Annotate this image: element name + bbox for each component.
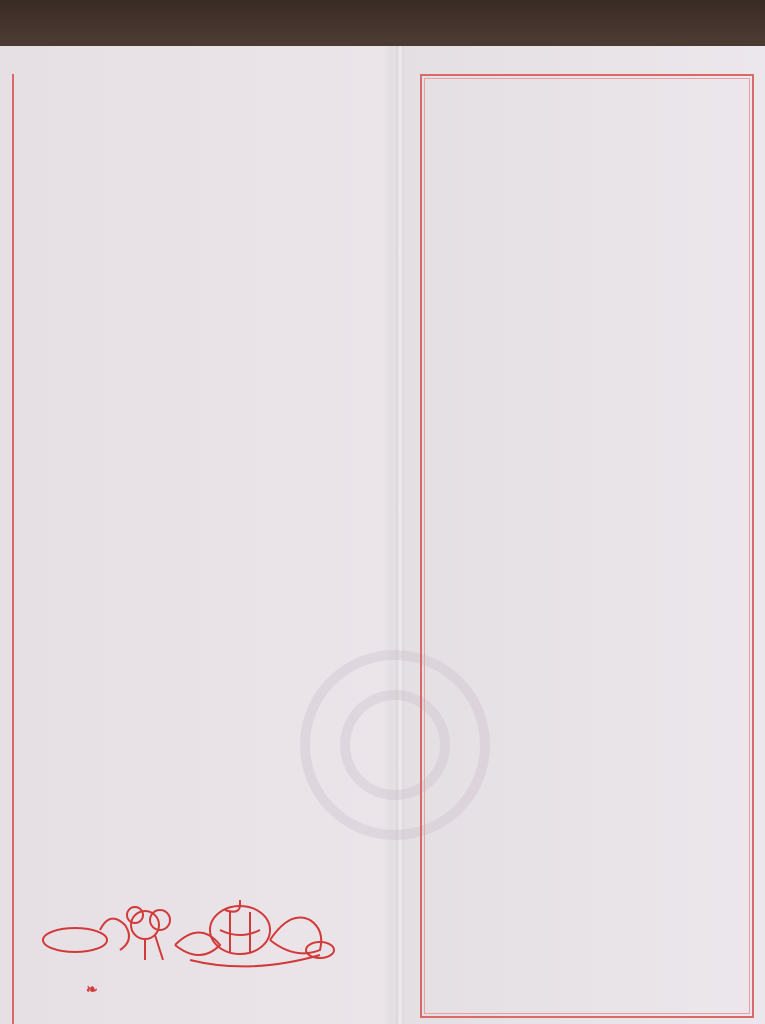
vegetables-illustration [40, 900, 340, 975]
chef-specialties-frame [420, 74, 754, 1018]
chili-pepper-icon: ❧ [86, 983, 98, 998]
hot-spicy-legend [86, 982, 98, 999]
left-edge-border [0, 74, 14, 1024]
page-fold [396, 46, 404, 1024]
